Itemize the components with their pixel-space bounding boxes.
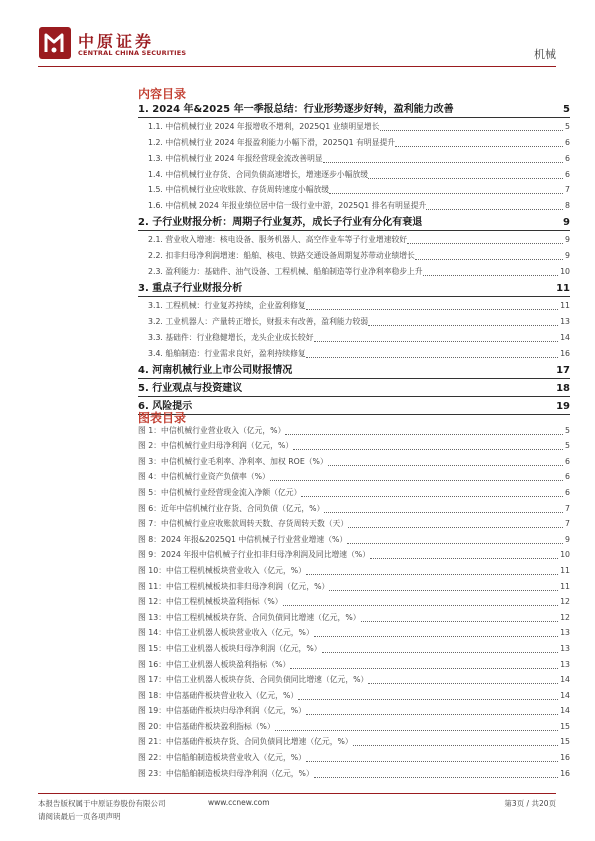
dot-leader — [348, 527, 563, 528]
toc-subsection-label: 1.1. 中信机械行业 2024 年报增收不增利，2025Q1 业绩明显增长 — [148, 121, 380, 131]
toc-subsection[interactable] — [138, 345, 570, 361]
dot-leader — [283, 605, 559, 606]
dot-leader — [395, 146, 563, 147]
toc-subsection[interactable] — [138, 197, 570, 213]
dot-leader — [370, 558, 558, 559]
toc-subsection[interactable] — [138, 247, 570, 263]
toc-subsection-label: 1.2. 中信机械行业 2024 年报盈利能力小幅下滑，2025Q1 有明显提升 — [148, 137, 396, 147]
figure-entry-page: 7 — [565, 503, 570, 513]
figure-entry[interactable] — [138, 500, 570, 516]
figure-entry-page: 11 — [560, 581, 570, 591]
dot-leader — [361, 621, 559, 622]
figure-entry[interactable] — [138, 625, 570, 641]
toc-subsection[interactable] — [138, 134, 570, 150]
dot-leader — [415, 259, 563, 260]
figure-entry-label: 图 9：2024 年报中信机械子行业扣非归母净利润及同比增速（%） — [138, 550, 371, 560]
toc-subsection-page: 11 — [560, 300, 570, 310]
toc-section-page: 5 — [563, 104, 570, 115]
figure-entry[interactable] — [138, 594, 570, 610]
company-name-cn: 中原证券 — [78, 32, 155, 51]
toc-subsection-page: 13 — [560, 316, 570, 326]
toc-section-label: 1. 2024 年&2025 年一季报总结：行业形势逐步好转，盈利能力改善 — [138, 104, 454, 115]
figure-entry-label: 图 19：中信基础件板块归母净利润（亿元，%） — [138, 706, 306, 716]
figure-entry-page: 12 — [560, 612, 570, 622]
figure-entry[interactable] — [138, 609, 570, 625]
toc-section-label: 4. 河南机械行业上市公司财报情况 — [138, 364, 293, 376]
figure-entry-label: 图 17：中信工业机器人板块存货、合同负债同比增速（亿元，%） — [138, 675, 369, 685]
toc-section-page: 18 — [556, 382, 570, 394]
toc-subsection-page: 8 — [565, 201, 570, 211]
dot-leader — [322, 652, 559, 653]
figure-entry[interactable] — [138, 703, 570, 719]
toc-heading: 内容目录 — [138, 87, 187, 101]
figure-entry[interactable] — [138, 718, 570, 734]
footer-copyright: 本报告版权属于中原证券股份有限公司 — [38, 799, 166, 808]
figure-entry-label: 图 14：中信工业机器人板块营业收入（亿元，%） — [138, 628, 314, 638]
toc-section[interactable] — [138, 379, 570, 397]
figure-entry-page: 13 — [560, 659, 570, 669]
figure-entry[interactable] — [138, 453, 570, 469]
toc-section-page: 19 — [556, 400, 570, 412]
dot-leader — [306, 574, 558, 575]
dot-leader — [368, 178, 563, 179]
figure-entry-page: 15 — [560, 721, 570, 731]
dot-leader — [329, 193, 563, 194]
toc-subsection[interactable] — [138, 297, 570, 313]
dot-leader — [353, 745, 558, 746]
dot-leader — [290, 668, 558, 669]
figure-entry-page: 11 — [560, 565, 570, 575]
figure-entry-page: 6 — [565, 487, 570, 497]
toc-subsection-page: 5 — [565, 121, 570, 131]
toc-section-label: 5. 行业观点与投资建议 — [138, 382, 243, 394]
figure-entry-label: 图 1：中信机械行业营业收入（亿元，%） — [138, 425, 286, 435]
toc-subsection-label: 1.3. 中信机械行业 2024 年报经营现金流改善明显 — [148, 153, 323, 163]
figure-entry[interactable] — [138, 531, 570, 547]
dot-leader — [314, 636, 558, 637]
figure-entry-page: 12 — [560, 597, 570, 607]
figure-entry[interactable] — [138, 469, 570, 485]
dot-leader — [328, 465, 563, 466]
figure-entry-page: 5 — [565, 441, 570, 451]
toc-subsection[interactable] — [138, 263, 570, 279]
toc-subsection-page: 7 — [565, 185, 570, 195]
toc-section[interactable] — [138, 361, 570, 379]
figure-entry-label: 图 13：中信工程机械板块存货、合同负债同比增速（亿元，%） — [138, 612, 361, 622]
footer-disclaimer-note: 请阅读最后一页各项声明 — [38, 812, 121, 821]
toc-subsection-label: 2.2. 扣非归母净利润增速：船舶、核电、铁路交通设备周期复苏带动业绩增长 — [148, 251, 415, 261]
figure-entry[interactable] — [138, 672, 570, 688]
figure-entry-page: 14 — [560, 706, 570, 716]
toc-subsection-label: 3.1. 工程机械：行业复苏持续，企业盈利修复 — [148, 300, 306, 310]
toc-section[interactable] — [138, 397, 570, 415]
dot-leader — [324, 512, 563, 513]
figure-entry-label: 图 8：2024 年报&2025Q1 中信机械子行业营业增速（%） — [138, 534, 348, 544]
figure-entry[interactable] — [138, 656, 570, 672]
figure-entry[interactable] — [138, 687, 570, 703]
toc-subsection-page: 14 — [560, 332, 570, 342]
company-name-en: CENTRAL CHINA SECURITIES — [78, 49, 187, 57]
figure-entry-label: 图 4：中信机械行业资产负债率（%） — [138, 472, 270, 482]
dot-leader — [270, 480, 563, 481]
dot-leader — [306, 714, 558, 715]
toc-subsection-label: 3.2. 工业机器人：产量转正增长，财报未有改善，盈利能力较弱 — [148, 316, 369, 326]
toc-subsection[interactable] — [138, 313, 570, 329]
figure-entry[interactable] — [138, 484, 570, 500]
dot-leader — [298, 699, 558, 700]
figure-entry[interactable] — [138, 749, 570, 765]
figure-entry-page: 5 — [565, 425, 570, 435]
dot-leader — [306, 309, 558, 310]
toc-subsection-page: 9 — [565, 251, 570, 261]
figure-entry[interactable] — [138, 578, 570, 594]
toc-subsection-page: 6 — [565, 137, 570, 147]
dot-leader — [426, 209, 563, 210]
dot-leader — [314, 341, 559, 342]
toc-subsection-page: 9 — [565, 235, 570, 245]
dot-leader — [368, 683, 558, 684]
toc-section-label: 3. 重点子行业财报分析 — [138, 283, 243, 295]
figure-entry[interactable] — [138, 547, 570, 563]
figure-entry-page: 6 — [565, 456, 570, 466]
figure-entry-label: 图 23：中信船舶制造板块归母净利润（亿元，%） — [138, 768, 314, 778]
toc-section-label: 6. 风险提示 — [138, 400, 193, 412]
figure-entry-page: 15 — [560, 737, 570, 747]
figure-entry[interactable] — [138, 640, 570, 656]
toc-subsection-page: 6 — [565, 153, 570, 163]
dot-leader — [301, 496, 563, 497]
figure-entry-page: 16 — [560, 768, 570, 778]
footer-website-link[interactable]: www.ccnew.com — [208, 798, 270, 807]
figure-entry[interactable] — [138, 734, 570, 750]
report-section-tag: 机械 — [534, 48, 556, 61]
figures-heading: 图表目录 — [138, 411, 187, 425]
toc-subsection-label: 1.5. 中信机械行业应收账款、存货周转速度小幅放缓 — [148, 185, 330, 195]
figure-entry-page: 7 — [565, 519, 570, 529]
toc-subsection-label: 1.6. 中信机械 2024 年报业绩位居中信一级行业中游，2025Q1 排名有明显提升 — [148, 201, 427, 211]
dot-leader — [314, 777, 558, 778]
figure-entry-page: 6 — [565, 472, 570, 482]
figure-entry-label: 图 5：中信机械行业经营现金流入净额（亿元） — [138, 487, 302, 497]
figure-entry-label: 图 21：中信基础件板块存货、合同负债同比增速（亿元，%） — [138, 737, 353, 747]
figure-entry-label: 图 16：中信工业机器人板块盈利指标（%） — [138, 659, 291, 669]
list-of-figures — [138, 422, 570, 781]
figure-entry-page: 10 — [560, 550, 570, 560]
dot-leader — [323, 162, 563, 163]
dot-leader — [293, 449, 563, 450]
figure-entry-page: 14 — [560, 675, 570, 685]
toc-subsection-page: 6 — [565, 169, 570, 179]
toc-subsection-label: 3.3. 基础件：行业稳健增长，龙头企业成长较好 — [148, 332, 314, 342]
figure-entry-page: 16 — [560, 753, 570, 763]
toc-subsection-page: 16 — [560, 348, 570, 358]
toc-subsection-label: 2.3. 盈利能力：基础件、油气设备、工程机械、船舶制造等行业净利率稳步上升 — [148, 267, 423, 277]
toc-subsection[interactable] — [138, 329, 570, 345]
toc-section-page: 9 — [563, 217, 570, 229]
figure-entry-page: 13 — [560, 643, 570, 653]
dot-leader — [423, 275, 558, 276]
figure-entry[interactable] — [138, 438, 570, 454]
company-logo-icon — [38, 26, 72, 60]
toc-subsection[interactable] — [138, 150, 570, 166]
toc-section[interactable] — [138, 100, 570, 118]
toc-subsection[interactable] — [138, 118, 570, 134]
figure-entry-page: 14 — [560, 690, 570, 700]
toc-subsection-label: 2.1. 营业收入增速：核电设备、服务机器人、高空作业车等子行业增速较好 — [148, 235, 408, 245]
dot-leader — [306, 761, 558, 762]
header-divider — [38, 66, 556, 67]
toc-section-page: 11 — [556, 283, 570, 295]
dot-leader — [347, 543, 563, 544]
figure-entry-label: 图 15：中信工业机器人板块归母净利润（亿元，%） — [138, 643, 322, 653]
dot-leader — [380, 130, 564, 131]
figure-entry-label: 图 7：中信机械行业应收账款周转天数、存货周转天数（天） — [138, 519, 349, 529]
figure-entry-label: 图 20：中信基础件板块盈利指标（%） — [138, 721, 275, 731]
figure-entry-label: 图 2：中信机械行业归母净利润（亿元，%） — [138, 441, 294, 451]
toc-subsection-page: 10 — [560, 267, 570, 277]
toc-section-label: 2. 子行业财报分析：周期子行业复苏，成长子行业有分化有衰退 — [138, 217, 423, 229]
dot-leader — [368, 325, 558, 326]
figure-entry[interactable] — [138, 516, 570, 532]
figure-entry-label: 图 22：中信船舶制造板块营业收入（亿元，%） — [138, 753, 306, 763]
toc-section[interactable] — [138, 213, 570, 231]
figure-entry-label: 图 3：中信机械行业毛利率、净利率、加权 ROE（%） — [138, 456, 328, 466]
toc-subsection[interactable] — [138, 231, 570, 247]
toc-subsection-label: 3.4. 船舶制造：行业需求良好，盈利持续修复 — [148, 348, 306, 358]
figure-entry-label: 图 18：中信基础件板块营业收入（亿元，%） — [138, 690, 299, 700]
figure-entry[interactable] — [138, 562, 570, 578]
page-header — [38, 26, 556, 68]
figure-entry-page: 13 — [560, 628, 570, 638]
dot-leader — [329, 590, 558, 591]
toc-section[interactable] — [138, 279, 570, 297]
figure-entry[interactable] — [138, 765, 570, 781]
toc-subsection-label: 1.4. 中信机械行业存货、合同负债高速增长，增速逐步小幅放缓 — [148, 169, 369, 179]
table-of-contents — [138, 100, 570, 415]
footer-divider — [38, 793, 556, 794]
toc-section-page: 17 — [556, 364, 570, 376]
dot-leader — [285, 434, 563, 435]
footer-page-number: 第3页 / 共20页 — [504, 799, 556, 808]
figure-entry-label: 图 12：中信工程机械板块盈利指标（%） — [138, 597, 283, 607]
figure-entry-page: 9 — [565, 534, 570, 544]
toc-subsection[interactable] — [138, 182, 570, 198]
figure-entry-label: 图 6：近年中信机械行业存货、合同负债（亿元，%） — [138, 503, 325, 513]
dot-leader — [275, 730, 558, 731]
toc-subsection[interactable] — [138, 166, 570, 182]
dot-leader — [407, 243, 563, 244]
dot-leader — [306, 357, 558, 358]
figure-entry[interactable] — [138, 422, 570, 438]
figure-entry-label: 图 10：中信工程机械板块营业收入（亿元，%） — [138, 565, 306, 575]
figure-entry-label: 图 11：中信工程机械板块扣非归母净利润（亿元，%） — [138, 581, 330, 591]
